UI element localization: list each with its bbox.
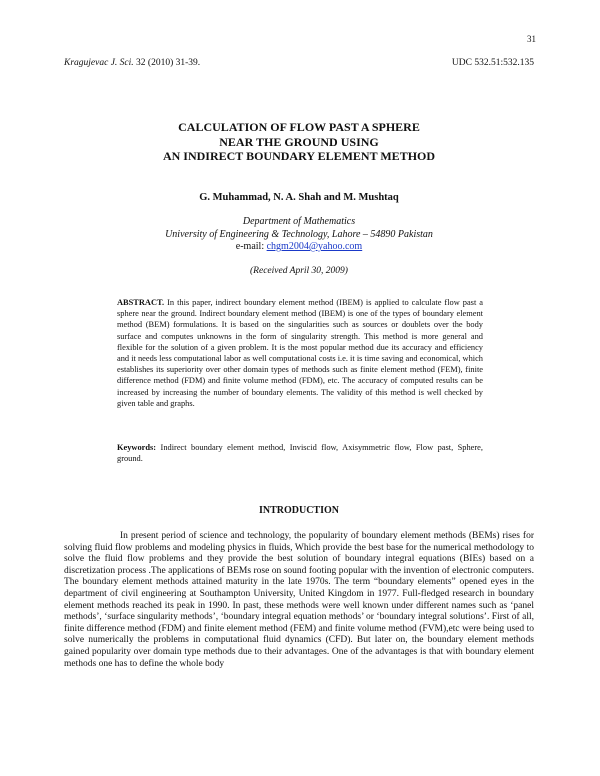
title-line-1: CALCULATION OF FLOW PAST A SPHERE — [178, 120, 420, 134]
journal-name: Kragujevac J. Sci. — [64, 58, 134, 68]
email-link[interactable]: chgm2004@yahoo.com — [266, 241, 363, 252]
title-line-3: AN INDIRECT BOUNDARY ELEMENT METHOD — [162, 149, 436, 163]
journal-citation — [64, 58, 200, 68]
paper-title — [64, 120, 534, 164]
page-number: 31 — [527, 34, 536, 44]
university: University of Engineering & Technology, Lahore – 54890 Pakistan — [165, 228, 433, 240]
abstract-label: ABSTRACT. — [117, 298, 165, 307]
udc-code: UDC 532.51:532.135 — [451, 58, 534, 68]
authors: G. Muhammad, N. A. Shah and M. Mushtaq — [199, 192, 399, 203]
journal-volume-pages: 32 (2010) 31-39. — [136, 58, 201, 68]
introduction-paragraph: In present period of science and technology, the popularity of boundary element methods (BEMs) rises for solving fluid flow problems and modeling physics in fluids, Which provide the best base for the numerical methodology to solve the fluid flow problems and they provide the best solution of boundary integral equations (BIEs) based on a discretization process .The applications of BEMs rose on sound footing popular with the invention of electronic computers. The boundary element methods attained maturity in the late 1970s. The term “boundary elements” opened eyes in the department of civil engineering at Southampton University, United Kingdom in 1977. Full-fledged research in boundary element methods reached its peak in 1990. In past, these methods were well known under different names such as ‘panel methods’, ‘surface singularity methods’, ‘boundary integral equation methods’ or ‘boundary integral solutions’. First of all, finite difference method (FDM) and finite element method (FEM) and finite volume method (FVM),etc were being used to solve numerically the problems in computational fluid dynamics (CFD). But later on, the boundary element methods gained popularity over domain type methods due to their advantages. One of the advantages is that with boundary element methods one has to define the whole body — [64, 531, 534, 669]
abstract-text: In this paper, indirect boundary element method (IBEM) is applied to calculate flow past a sphere near the ground. Indirect boundary element method (IBEM) is one of the types of boundary element method (BEM) formulations. It is based on the singularities such as sources or doublets over the body surface and computes unknowns in the form of singularity strength. This method is more general and flexible for the solution of a given problem. It is the most popular method due its accuracy and efficiency and it needs less computational labor as well computational costs i.e. it is time saving and economical, which establishes its superiority over other domain types of methods such as finite element method (FEM), finite difference method (FDM) and finite volume method (FDM), etc. The accuracy of computed results can be increased by increasing the number of boundary elements. The validity of this method is well checked by given table and graphs. — [117, 298, 483, 408]
section-heading-introduction: INTRODUCTION — [258, 505, 339, 516]
received-date: (Received April 30, 2009) — [250, 266, 348, 276]
keywords-text: Indirect boundary element method, Inviscid flow, Axisymmetric flow, Flow past, Sphere, ground. — [117, 443, 483, 464]
keywords — [117, 442, 483, 464]
email-label: e-mail: — [235, 241, 267, 252]
email-line — [64, 241, 534, 254]
affiliation — [64, 216, 534, 254]
department: Department of Mathematics — [242, 216, 356, 227]
abstract — [117, 297, 483, 409]
keywords-label: Keywords: — [117, 443, 157, 452]
title-line-2: NEAR THE GROUND USING — [219, 134, 379, 149]
